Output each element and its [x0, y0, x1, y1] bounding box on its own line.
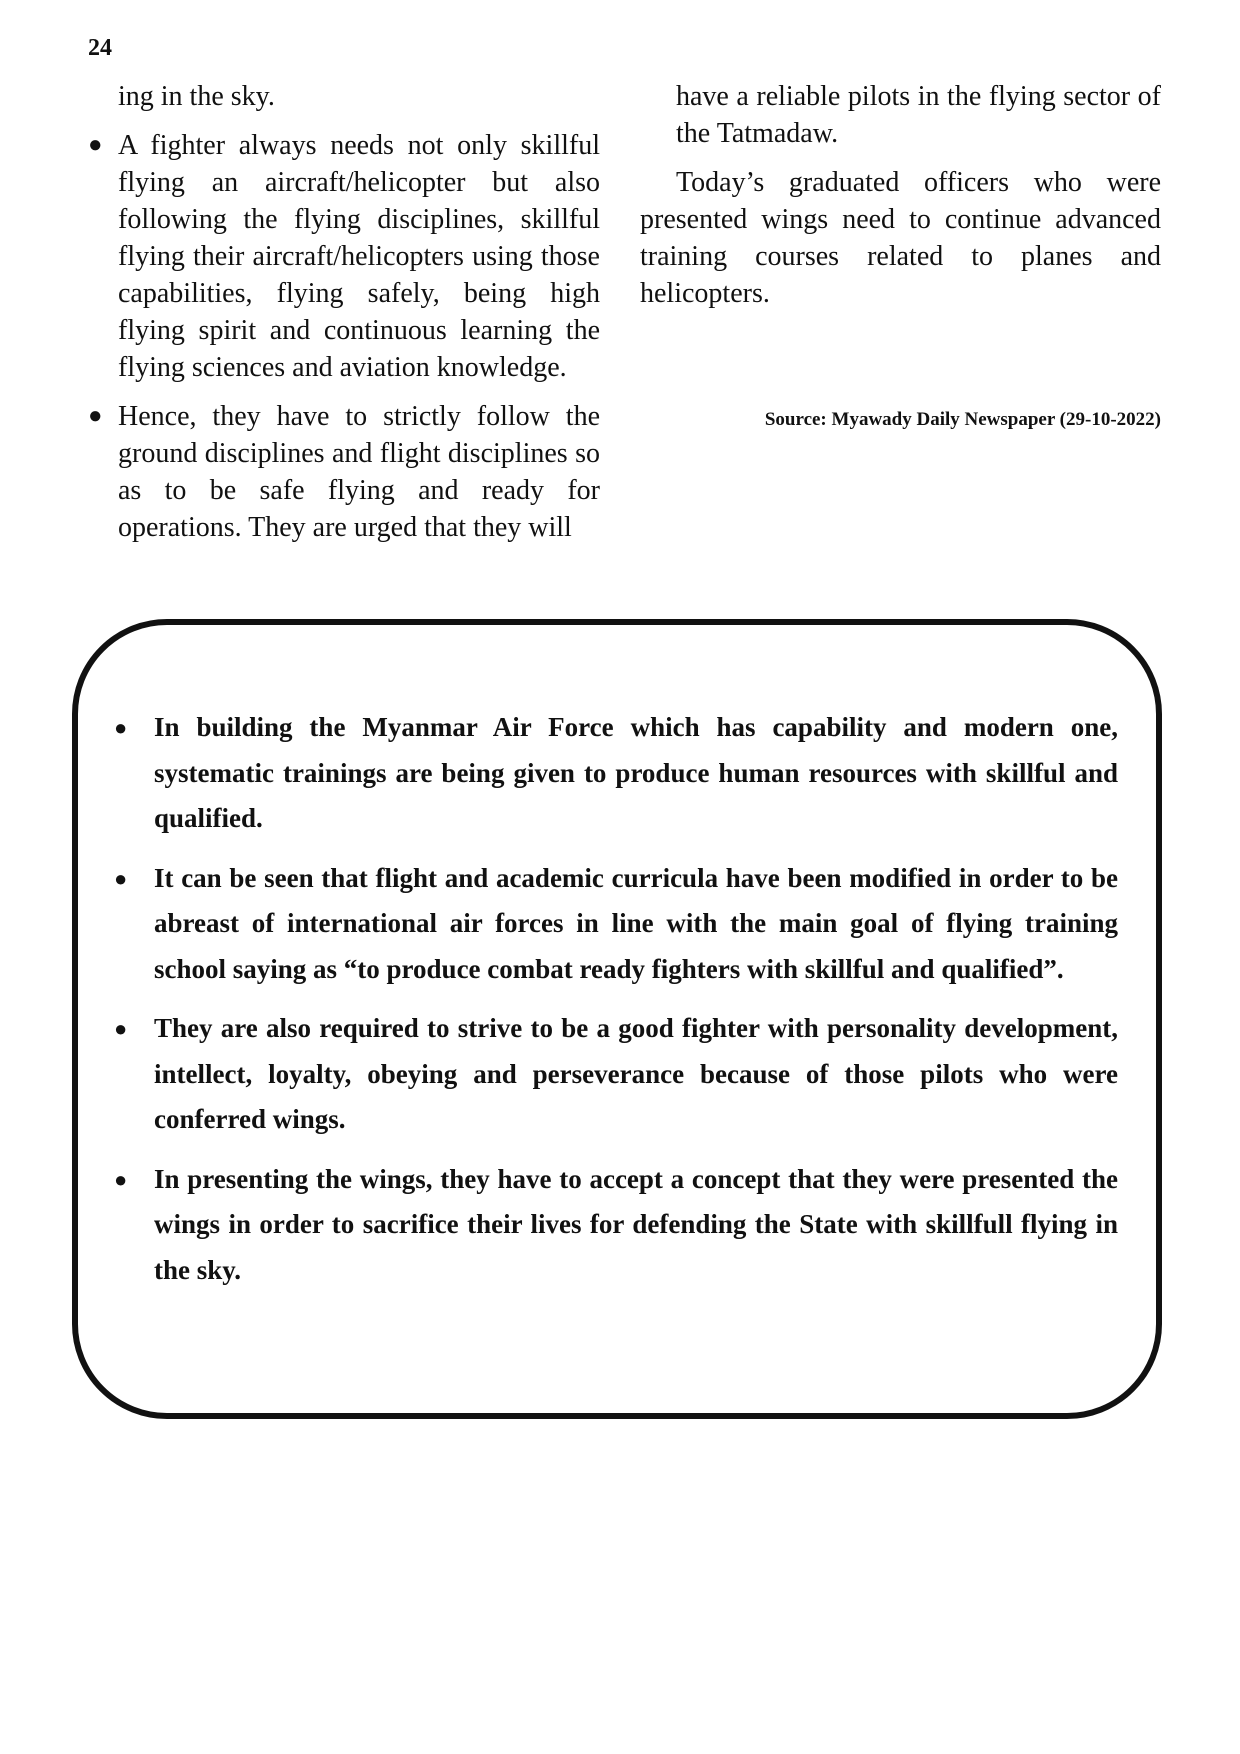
bullet-list [88, 127, 600, 546]
bullet-icon: ● [114, 1016, 128, 1041]
list-item [88, 398, 600, 546]
bullet-icon: ● [88, 403, 103, 429]
summary-list [114, 705, 1118, 1307]
summary-item [114, 856, 1118, 993]
list-item-text: Hence, they have to strictly follow the ground disciplines and flight disciplines so as to be safe flying and ready for operations. They are urged that they will [118, 401, 600, 543]
summary-item-text: In presenting the wings, they have to accept a concept that they were presented the wings in order to sacrifice their lives for defending the State with skillfull flying in the sky. [154, 1163, 1118, 1285]
left-column [88, 78, 600, 546]
summary-item-text: In building the Myanmar Air Force which has capability and modern one, systematic trainings are being given to produce human resources with skillful and qualified. [154, 712, 1118, 833]
page-number: 24 [88, 35, 112, 61]
right-column [640, 78, 1161, 312]
summary-item [114, 1157, 1118, 1294]
bullet-icon: ● [88, 132, 103, 158]
list-item-text: A fighter always needs not only skillful flying an aircraft/helicopter but also following the flying disciplines, skillful flying their aircraft/helicopters using those capabilities, flying safely, being high flying spirit and continuous learning the flying sciences and aviation knowledge. [118, 130, 600, 383]
summary-item-text: They are also required to strive to be a good fighter with personality development, intellect, loyalty, obeying and perseverance because of those pilots who were conferred wings. [154, 1013, 1118, 1134]
paragraph: Today’s graduated officers who were presented wings need to continue advanced training courses related to planes and helicopters. [640, 167, 1161, 309]
source-citation: Source: Myawady Daily Newspaper (29-10-2022) [764, 409, 1161, 430]
bullet-icon: ● [114, 715, 128, 740]
summary-item [114, 1006, 1118, 1143]
continued-text: ing in the sky. [118, 81, 275, 112]
bullet-icon: ● [114, 1166, 128, 1192]
summary-box [72, 619, 1162, 1419]
summary-item-text: It can be seen that flight and academic curricula have been modified in order to be abreast of international air forces in line with the main goal of flying training school saying as “to produce combat ready fighters with skillful and qualified”. [154, 862, 1118, 984]
bullet-icon: ● [114, 865, 128, 891]
summary-item [114, 705, 1118, 842]
continued-text: have a reliable pilots in the flying sector of the Tatmadaw. [676, 81, 1161, 149]
list-item [88, 127, 600, 386]
